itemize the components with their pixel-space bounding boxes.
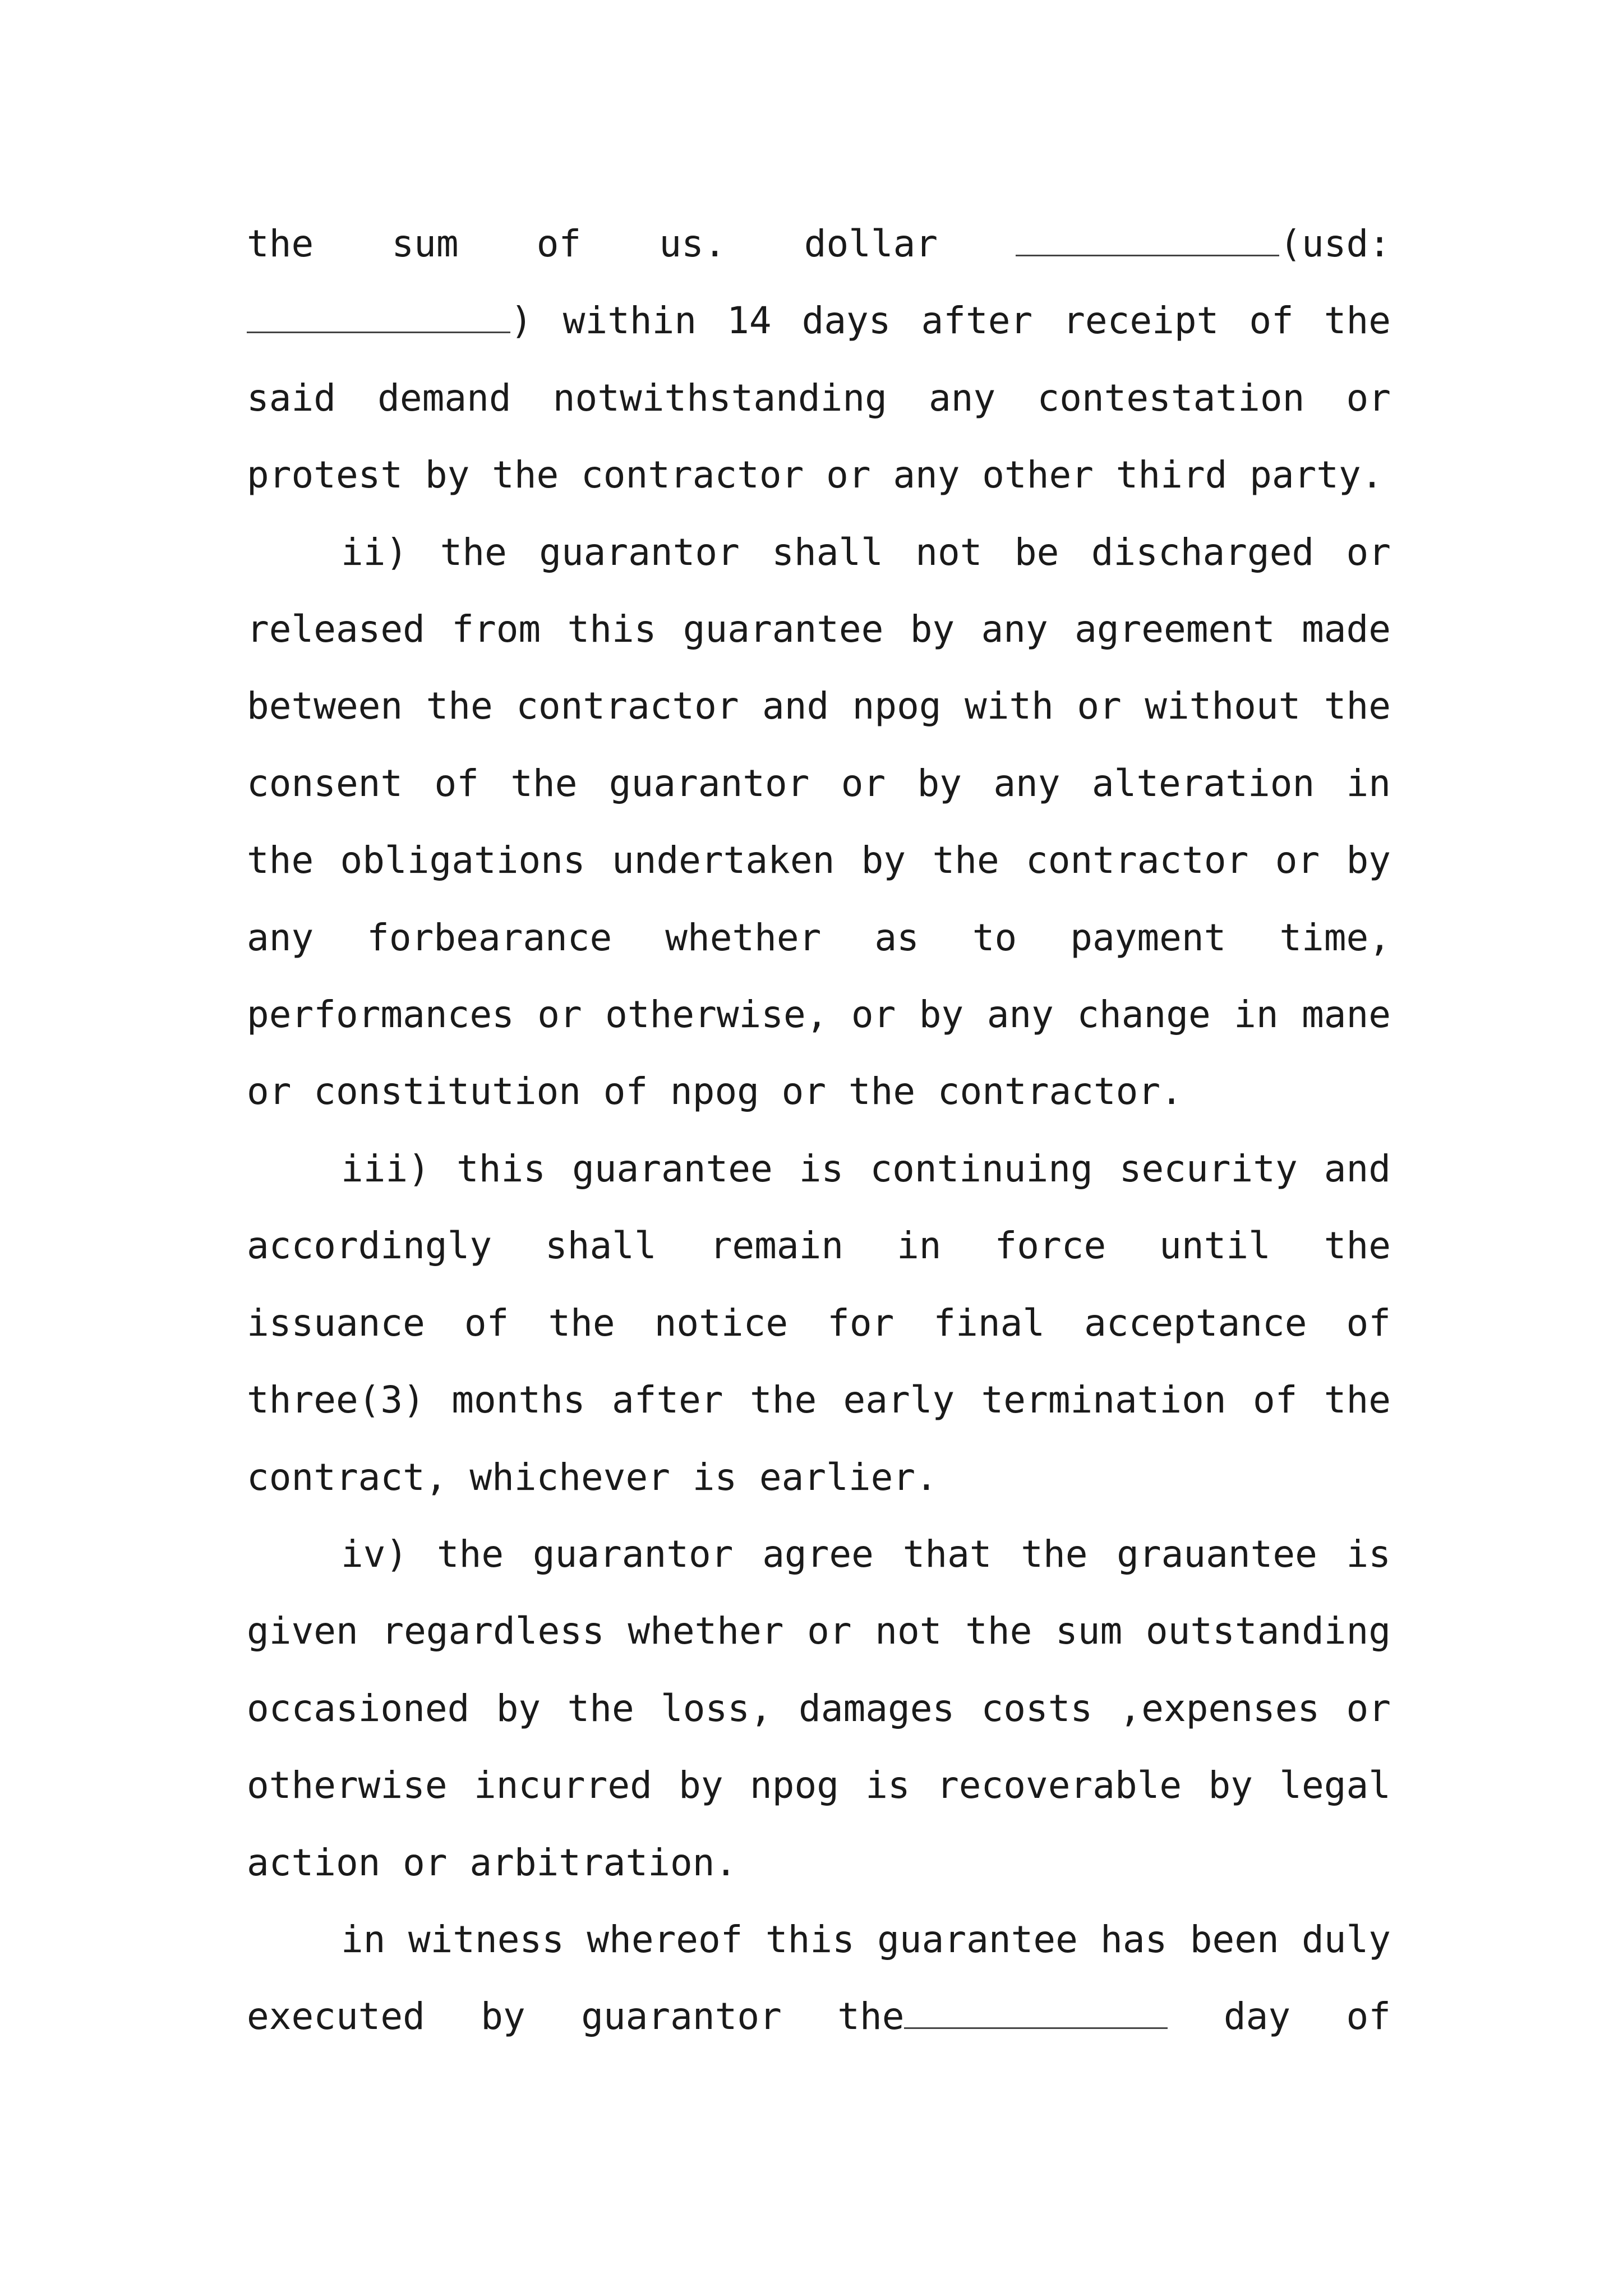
witness-paragraph <box>247 1901 1391 2055</box>
blank-line-usd <box>247 331 510 333</box>
paragraph-text: in witness whereof this guarantee has been duly executed by guarantor the <box>247 1917 1391 2039</box>
blank-line-amount <box>1016 254 1279 256</box>
paragraph-text: day of <box>1168 1995 1391 2039</box>
clause-iv: iv) the guarantor agree that the grauantee is given regardless whether or not the sum outstanding occasioned by the loss, damages costs ,expenses or otherwise incurred by npog is recoverable by legal action or arbitration. <box>247 1532 1391 1884</box>
blank-line-day <box>904 2027 1168 2029</box>
paragraph-payment-terms <box>247 205 1391 514</box>
paragraph-text: (usd: <box>1279 222 1391 265</box>
paragraph-text: ) within 14 days after receipt of the said demand notwithstanding any contestation or protest by the contractor or any other third party. <box>247 299 1391 497</box>
clause-iii: iii) this guarantee is continuing security and accordingly shall remain in force until the issuance of the notice for final acceptance of three(3) months after the early termination of the contract, whichever is earlier. <box>247 1147 1391 1499</box>
paragraph-text: the sum of us. dollar <box>247 222 1016 265</box>
document-body <box>247 205 1391 2055</box>
clause-ii: ii) the guarantor shall not be discharged or released from this guarantee by any agreement made between the contractor and npog with or without the consent of the guarantor or by any alteration in the obligations undertaken by the contractor or by any forbearance whether as to payment time, performances or otherwise, or by any change in mane or constitution of npog or the contractor. <box>247 530 1391 1114</box>
